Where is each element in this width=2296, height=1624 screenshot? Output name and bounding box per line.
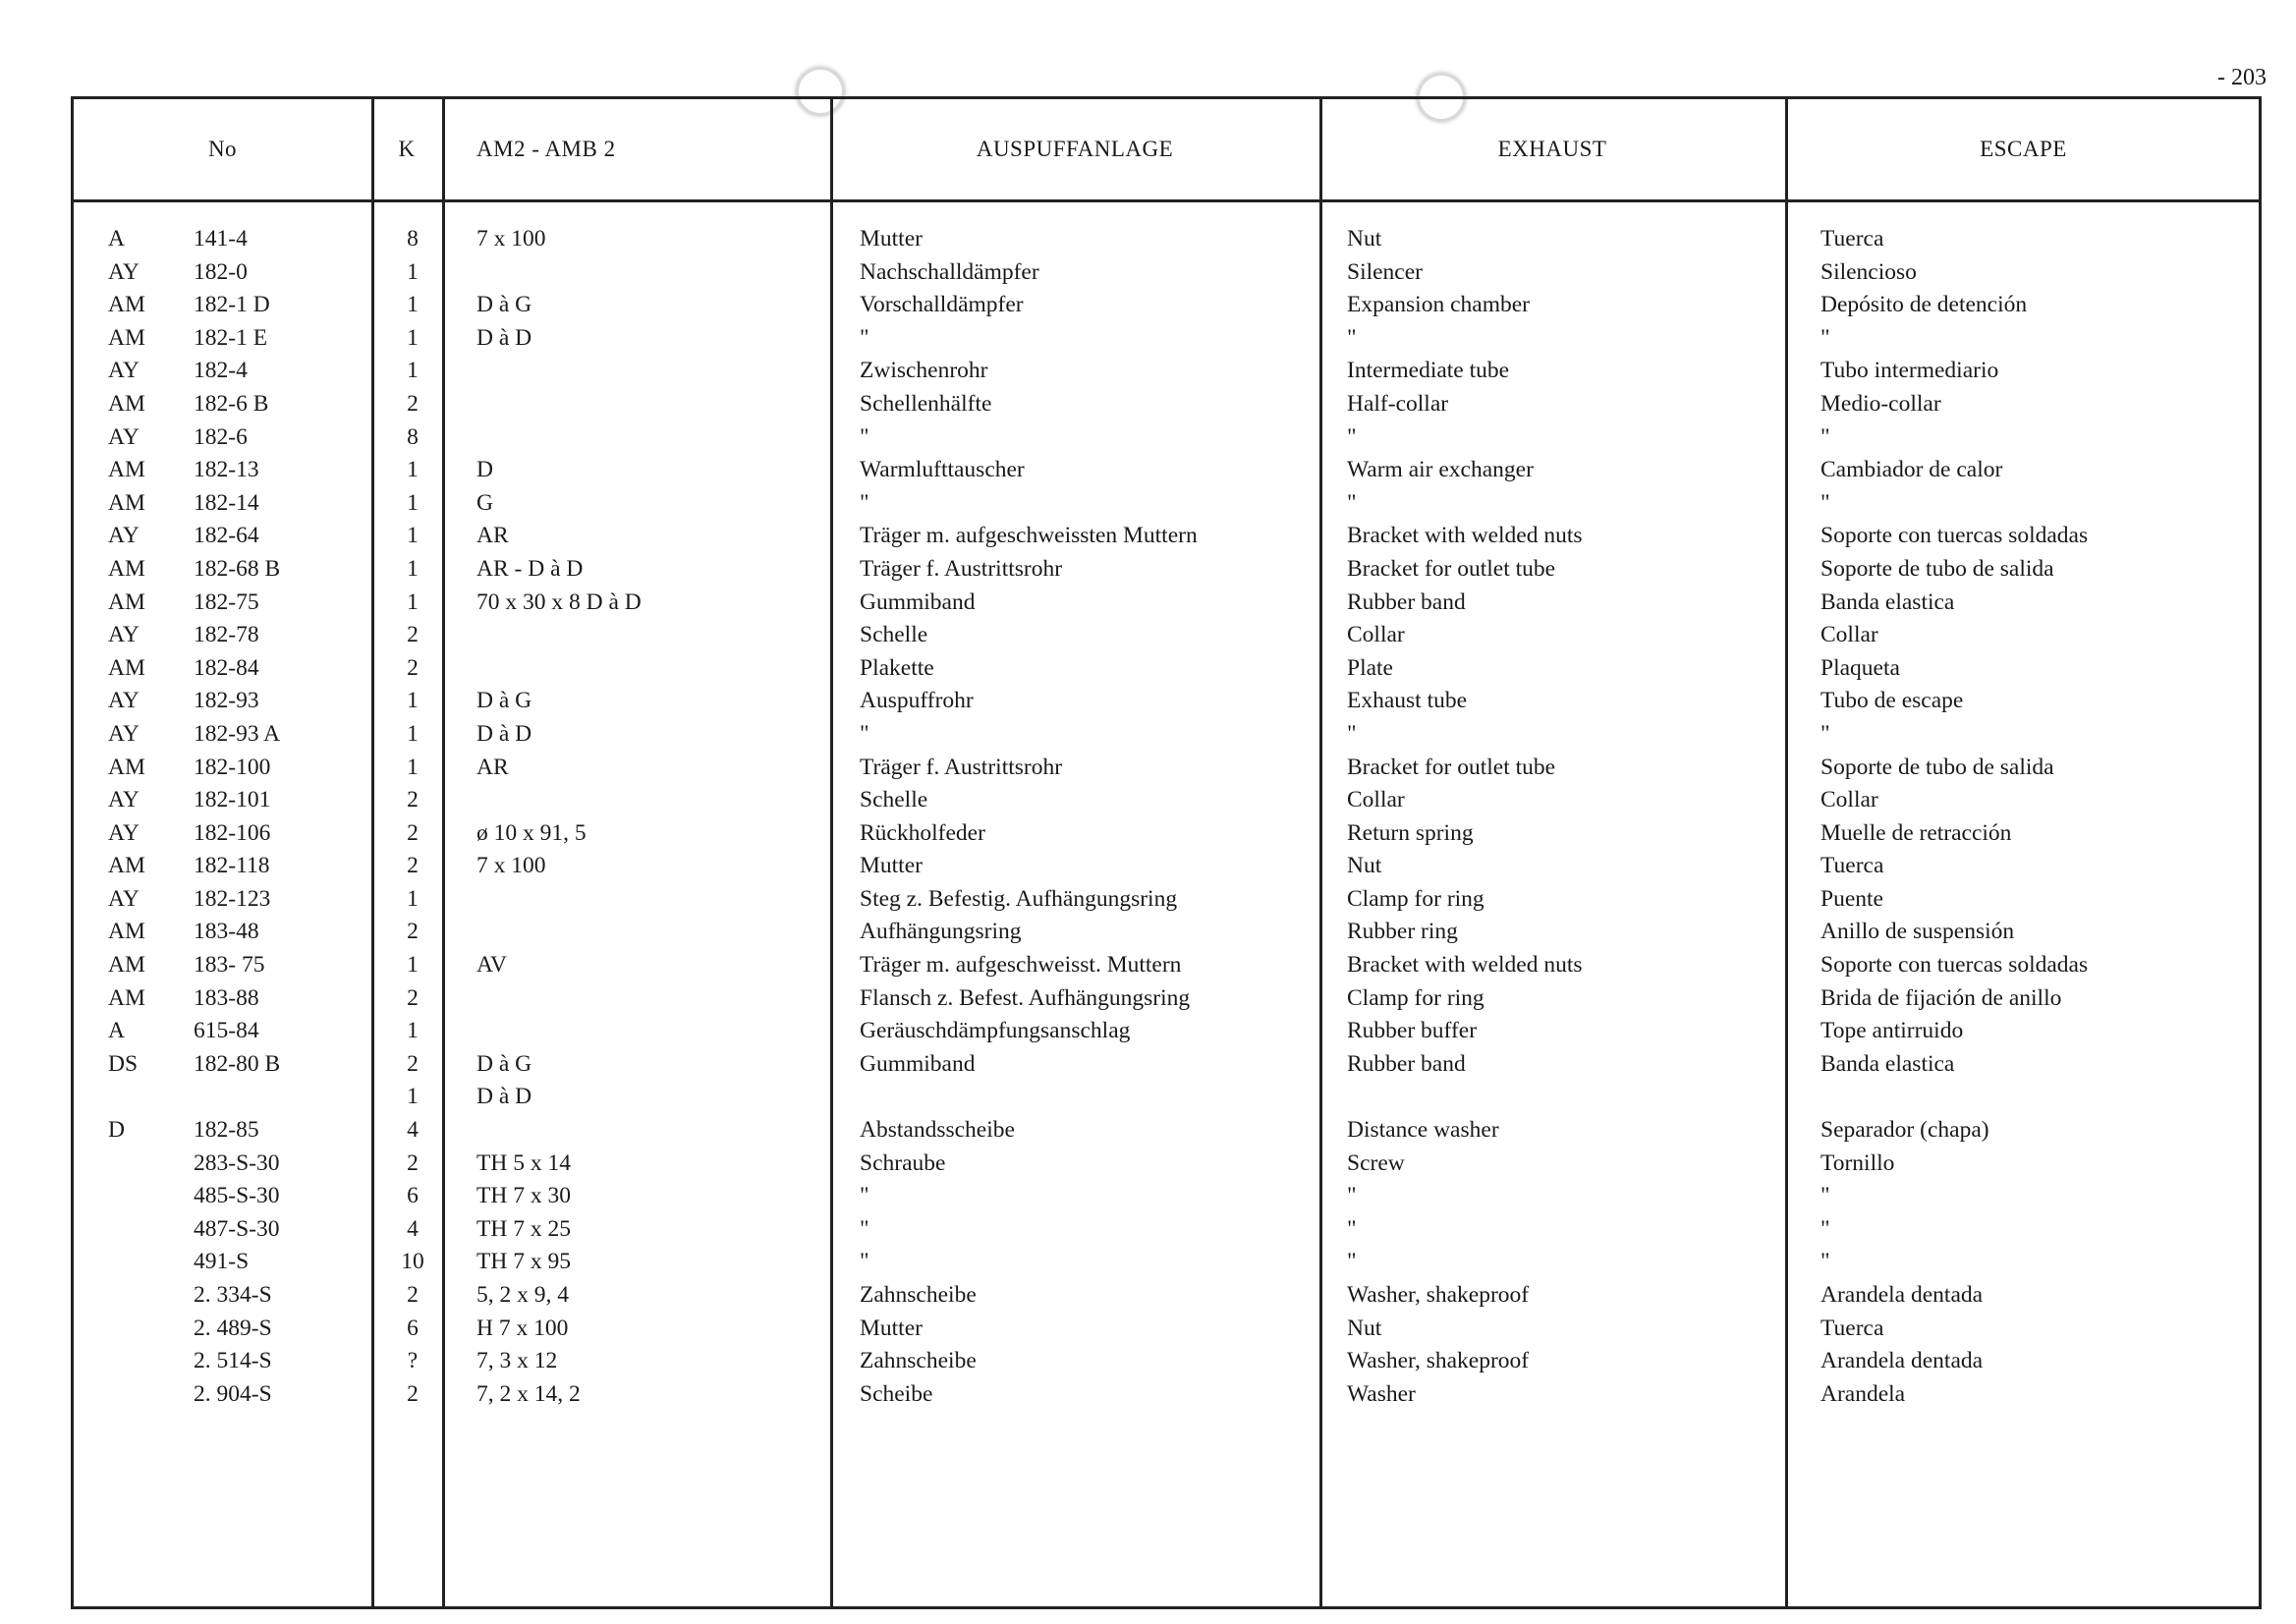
cell-spanish-name: " — [1820, 324, 1830, 351]
table-row — [74, 322, 2259, 356]
cell-prefix: AM — [108, 952, 145, 979]
cell-quantity: 2 — [407, 1380, 419, 1407]
cell-spanish-name: Cambiador de calor — [1820, 457, 2003, 483]
cell-english-name: " — [1347, 1249, 1357, 1275]
cell-quantity: 8 — [407, 423, 419, 450]
cell-quantity: 1 — [407, 754, 419, 780]
cell-part-number: 182-101 — [194, 787, 271, 813]
cell-german-name: " — [860, 1249, 869, 1275]
table-body — [74, 223, 2259, 1411]
cell-german-name: Gummiband — [860, 588, 976, 615]
cell-part-number: 182-75 — [194, 588, 259, 615]
cell-english-name: Washer, shakeproof — [1347, 1348, 1530, 1374]
cell-german-name: " — [860, 1215, 869, 1242]
cell-prefix: AY — [108, 358, 140, 384]
cell-german-name: Schraube — [860, 1149, 946, 1176]
table-row — [74, 1246, 2259, 1279]
cell-german-name: Steg z. Befestig. Aufhängungsring — [860, 885, 1178, 912]
cell-spanish-name: Depósito de detención — [1820, 292, 2028, 318]
table-row — [74, 223, 2259, 256]
cell-model-spec: D à D — [476, 1084, 532, 1110]
header-no: No — [207, 137, 238, 161]
table-row — [74, 520, 2259, 553]
cell-part-number: 487-S-30 — [194, 1215, 280, 1242]
cell-english-name: Rubber buffer — [1347, 1018, 1478, 1044]
table-row — [74, 1180, 2259, 1213]
cell-quantity: 1 — [407, 555, 419, 582]
table-row — [74, 949, 2259, 982]
cell-spanish-name: Arandela dentada — [1820, 1282, 1984, 1308]
cell-spanish-name: Banda elastica — [1820, 1050, 1955, 1077]
cell-model-spec: H 7 x 100 — [476, 1315, 569, 1341]
cell-spanish-name: Tubo de escape — [1820, 688, 1964, 714]
cell-part-number: 2. 904-S — [194, 1380, 272, 1407]
cell-spanish-name: Tope antirruido — [1820, 1018, 1964, 1044]
cell-spanish-name: " — [1820, 1249, 1830, 1275]
cell-model-spec: D à D — [476, 324, 532, 351]
cell-quantity: 4 — [407, 1117, 419, 1144]
cell-german-name: Vorschalldämpfer — [860, 292, 1024, 318]
page-number: - 203 — [2217, 65, 2267, 90]
cell-spanish-name: Anillo de suspensión — [1820, 919, 2015, 945]
cell-quantity: 2 — [407, 654, 419, 681]
cell-part-number: 182-6 — [194, 423, 248, 450]
cell-quantity: 1 — [407, 457, 419, 483]
header-english: EXHAUST — [1497, 137, 1607, 161]
cell-english-name: Collar — [1347, 787, 1405, 813]
cell-prefix: AY — [108, 523, 140, 549]
cell-english-name: Warm air exchanger — [1347, 457, 1534, 483]
cell-model-spec: AR — [476, 523, 509, 549]
cell-spanish-name: Medio-collar — [1820, 390, 1941, 417]
cell-english-name: Nut — [1347, 1315, 1382, 1341]
cell-quantity: 1 — [407, 688, 419, 714]
cell-german-name: " — [860, 1183, 869, 1209]
cell-prefix: AY — [108, 885, 140, 912]
cell-english-name: Bracket for outlet tube — [1347, 754, 1556, 780]
cell-spanish-name: " — [1820, 423, 1830, 450]
cell-part-number: 183- 75 — [194, 952, 265, 979]
cell-english-name: Rubber band — [1347, 1050, 1466, 1077]
cell-prefix: AM — [108, 457, 145, 483]
table-row — [74, 587, 2259, 620]
cell-quantity: 1 — [407, 720, 419, 747]
cell-german-name: Nachschalldämpfer — [860, 258, 1039, 285]
cell-german-name: Schelle — [860, 622, 928, 648]
cell-spanish-name: Soporte de tubo de salida — [1820, 555, 2054, 582]
cell-prefix: AY — [108, 819, 140, 846]
cell-model-spec: 5, 2 x 9, 4 — [476, 1282, 569, 1308]
cell-english-name: Bracket with welded nuts — [1347, 952, 1583, 979]
cell-quantity: 2 — [407, 919, 419, 945]
cell-english-name: Nut — [1347, 226, 1382, 252]
cell-part-number: 182-13 — [194, 457, 259, 483]
cell-model-spec: TH 5 x 14 — [476, 1149, 571, 1176]
cell-english-name: " — [1347, 423, 1357, 450]
cell-spanish-name: Collar — [1820, 622, 1878, 648]
header-spanish: ESCAPE — [1980, 137, 2067, 161]
cell-quantity: 1 — [407, 885, 419, 912]
cell-german-name: Träger f. Austrittsrohr — [860, 754, 1063, 780]
cell-model-spec: D à G — [476, 292, 532, 318]
cell-quantity: 2 — [407, 1050, 419, 1077]
cell-part-number: 182-78 — [194, 622, 259, 648]
cell-part-number: 182-80 B — [194, 1050, 281, 1077]
table-row — [74, 1213, 2259, 1247]
table-row — [74, 752, 2259, 785]
cell-spanish-name: Soporte con tuercas soldadas — [1820, 523, 2089, 549]
cell-quantity: 1 — [407, 952, 419, 979]
cell-german-name: Warmlufttauscher — [860, 457, 1025, 483]
cell-german-name: Schelle — [860, 787, 928, 813]
table-row — [74, 1345, 2259, 1378]
cell-spanish-name: Muelle de retracción — [1820, 819, 2012, 846]
cell-quantity: 2 — [407, 984, 419, 1011]
cell-quantity: 4 — [407, 1215, 419, 1242]
cell-quantity: 1 — [407, 588, 419, 615]
cell-part-number: 485-S-30 — [194, 1183, 280, 1209]
cell-model-spec: 7, 2 x 14, 2 — [476, 1380, 581, 1407]
cell-model-spec: 7, 3 x 12 — [476, 1348, 558, 1374]
cell-quantity: 2 — [407, 819, 419, 846]
cell-german-name: Zwischenrohr — [860, 358, 988, 384]
cell-model-spec: D à G — [476, 1050, 532, 1077]
table-row — [74, 1148, 2259, 1181]
cell-english-name: " — [1347, 1215, 1357, 1242]
cell-english-name: Screw — [1347, 1149, 1405, 1176]
table-row — [74, 1114, 2259, 1148]
table-row — [74, 784, 2259, 817]
cell-english-name: Half-collar — [1347, 390, 1449, 417]
cell-spanish-name: " — [1820, 1183, 1830, 1209]
cell-german-name: " — [860, 489, 869, 516]
table-row — [74, 289, 2259, 322]
cell-german-name: Abstandsscheibe — [860, 1117, 1015, 1144]
table-row — [74, 487, 2259, 521]
cell-german-name: " — [860, 423, 869, 450]
cell-part-number: 182-68 B — [194, 555, 281, 582]
table-row — [74, 718, 2259, 752]
cell-model-spec: TH 7 x 95 — [476, 1249, 571, 1275]
cell-part-number: 182-100 — [194, 754, 271, 780]
cell-spanish-name: Brida de fijación de anillo — [1820, 984, 2062, 1011]
cell-german-name: Schellenhälfte — [860, 390, 992, 417]
table-row — [74, 1081, 2259, 1114]
cell-quantity: 10 — [401, 1249, 424, 1275]
cell-part-number: 182-6 B — [194, 390, 269, 417]
cell-quantity: 8 — [407, 226, 419, 252]
cell-quantity: 6 — [407, 1315, 419, 1341]
cell-spanish-name: Plaqueta — [1820, 654, 1900, 681]
cell-prefix: AY — [108, 622, 140, 648]
cell-part-number: 182-93 — [194, 688, 259, 714]
cell-prefix: A — [108, 1018, 125, 1044]
cell-prefix: AM — [108, 754, 145, 780]
cell-english-name: Plate — [1347, 654, 1393, 681]
cell-part-number: 182-118 — [194, 853, 270, 879]
cell-spanish-name: Soporte con tuercas soldadas — [1820, 952, 2089, 979]
table-row — [74, 454, 2259, 487]
cell-spanish-name: Puente — [1820, 885, 1883, 912]
cell-english-name: Washer — [1347, 1380, 1416, 1407]
table-row — [74, 916, 2259, 949]
cell-english-name: " — [1347, 1183, 1357, 1209]
cell-prefix: AM — [108, 853, 145, 879]
cell-english-name: Bracket with welded nuts — [1347, 523, 1583, 549]
cell-german-name: Mutter — [860, 853, 923, 879]
cell-quantity: 2 — [407, 1149, 419, 1176]
cell-german-name: Mutter — [860, 226, 923, 252]
cell-quantity: ? — [407, 1348, 419, 1374]
cell-quantity: 2 — [407, 853, 419, 879]
cell-english-name: Rubber band — [1347, 588, 1466, 615]
cell-quantity: 1 — [407, 358, 419, 384]
cell-spanish-name: " — [1820, 720, 1830, 747]
cell-model-spec: AR — [476, 754, 509, 780]
cell-part-number: 182-93 A — [194, 720, 281, 747]
table-row — [74, 388, 2259, 421]
table-row — [74, 685, 2259, 718]
header-model: AM2 - AMB 2 — [476, 137, 616, 161]
cell-model-spec: 7 x 100 — [476, 853, 546, 879]
cell-german-name: Scheibe — [860, 1380, 933, 1407]
table-row — [74, 421, 2259, 455]
cell-spanish-name: Separador (chapa) — [1820, 1117, 1989, 1144]
table-row — [74, 883, 2259, 917]
cell-spanish-name: Silencioso — [1820, 258, 1917, 285]
cell-english-name: Rubber ring — [1347, 919, 1458, 945]
cell-part-number: 2. 489-S — [194, 1315, 272, 1341]
cell-spanish-name: Soporte de tubo de salida — [1820, 754, 2054, 780]
cell-german-name: " — [860, 324, 869, 351]
table-row — [74, 1378, 2259, 1412]
cell-model-spec: D à G — [476, 688, 532, 714]
cell-english-name: " — [1347, 720, 1357, 747]
cell-spanish-name: " — [1820, 1215, 1830, 1242]
cell-spanish-name: Collar — [1820, 787, 1878, 813]
cell-german-name: Zahnscheibe — [860, 1348, 977, 1374]
table-row — [74, 1048, 2259, 1082]
cell-german-name: Auspuffrohr — [860, 688, 974, 714]
parts-table — [71, 96, 2262, 1609]
cell-english-name: Clamp for ring — [1347, 885, 1484, 912]
cell-english-name: Distance washer — [1347, 1117, 1499, 1144]
cell-part-number: 182-106 — [194, 819, 271, 846]
table-row — [74, 1015, 2259, 1048]
cell-part-number: 183-88 — [194, 984, 259, 1011]
table-row — [74, 553, 2259, 587]
cell-spanish-name: Tornillo — [1820, 1149, 1895, 1176]
cell-quantity: 2 — [407, 622, 419, 648]
cell-model-spec: TH 7 x 30 — [476, 1183, 571, 1209]
cell-model-spec: TH 7 x 25 — [476, 1215, 571, 1242]
cell-spanish-name: Arandela dentada — [1820, 1348, 1984, 1374]
cell-part-number: 182-84 — [194, 654, 259, 681]
cell-part-number: 2. 514-S — [194, 1348, 272, 1374]
cell-german-name: Träger m. aufgeschweissten Muttern — [860, 523, 1198, 549]
cell-part-number: 182-85 — [194, 1117, 259, 1144]
cell-prefix: AY — [108, 787, 140, 813]
cell-prefix: AM — [108, 588, 145, 615]
cell-german-name: Rückholfeder — [860, 819, 985, 846]
cell-part-number: 182-1 D — [194, 292, 270, 318]
cell-prefix: AM — [108, 489, 145, 516]
cell-prefix: DS — [108, 1050, 139, 1077]
table-row — [74, 619, 2259, 652]
cell-prefix: AM — [108, 984, 145, 1011]
table-row — [74, 652, 2259, 686]
cell-model-spec: D à D — [476, 720, 532, 747]
cell-part-number: 283-S-30 — [194, 1149, 280, 1176]
cell-model-spec: 70 x 30 x 8 D à D — [476, 588, 642, 615]
cell-model-spec: G — [476, 489, 493, 516]
cell-model-spec: AR - D à D — [476, 555, 584, 582]
cell-prefix: D — [108, 1117, 125, 1144]
table-row — [74, 982, 2259, 1016]
cell-english-name: Intermediate tube — [1347, 358, 1510, 384]
cell-quantity: 6 — [407, 1183, 419, 1209]
cell-german-name: " — [860, 720, 869, 747]
cell-spanish-name: Tuerca — [1820, 226, 1884, 252]
table-row — [74, 256, 2259, 290]
cell-prefix: AY — [108, 423, 140, 450]
cell-part-number: 615-84 — [194, 1018, 259, 1044]
cell-english-name: Clamp for ring — [1347, 984, 1484, 1011]
cell-english-name: Washer, shakeproof — [1347, 1282, 1530, 1308]
cell-spanish-name: " — [1820, 489, 1830, 516]
cell-part-number: 491-S — [194, 1249, 250, 1275]
cell-english-name: Return spring — [1347, 819, 1474, 846]
cell-quantity: 1 — [407, 523, 419, 549]
cell-spanish-name: Tuerca — [1820, 853, 1884, 879]
cell-quantity: 2 — [407, 1282, 419, 1308]
cell-english-name: Nut — [1347, 853, 1382, 879]
header-german: AUSPUFFANLAGE — [976, 137, 1174, 161]
cell-german-name: Plakette — [860, 654, 934, 681]
cell-prefix: AY — [108, 258, 140, 285]
table-row — [74, 355, 2259, 388]
cell-quantity: 2 — [407, 390, 419, 417]
table-row — [74, 1313, 2259, 1346]
cell-model-spec: 7 x 100 — [476, 226, 546, 252]
cell-model-spec: D — [476, 457, 493, 483]
table-row — [74, 1279, 2259, 1313]
cell-part-number: 183-48 — [194, 919, 259, 945]
cell-spanish-name: Tuerca — [1820, 1315, 1884, 1341]
cell-english-name: Exhaust tube — [1347, 688, 1468, 714]
table-row — [74, 850, 2259, 883]
table-row — [74, 817, 2259, 851]
cell-quantity: 1 — [407, 292, 419, 318]
cell-prefix: AM — [108, 555, 145, 582]
cell-german-name: Gummiband — [860, 1050, 976, 1077]
cell-model-spec: ø 10 x 91, 5 — [476, 819, 587, 846]
cell-german-name: Mutter — [860, 1315, 923, 1341]
cell-english-name: Silencer — [1347, 258, 1423, 285]
cell-english-name: Expansion chamber — [1347, 292, 1530, 318]
cell-spanish-name: Tubo intermediario — [1820, 358, 1999, 384]
cell-english-name: " — [1347, 489, 1357, 516]
cell-prefix: AM — [108, 919, 145, 945]
cell-part-number: 182-123 — [194, 885, 271, 912]
cell-quantity: 1 — [407, 1084, 419, 1110]
cell-prefix: AY — [108, 720, 140, 747]
cell-quantity: 1 — [407, 324, 419, 351]
cell-part-number: 182-4 — [194, 358, 248, 384]
cell-part-number: 182-1 E — [194, 324, 268, 351]
cell-prefix: AM — [108, 654, 145, 681]
cell-part-number: 182-0 — [194, 258, 248, 285]
header-k: K — [398, 137, 416, 161]
cell-german-name: Aufhängungsring — [860, 919, 1022, 945]
cell-prefix: AM — [108, 292, 145, 318]
cell-prefix: A — [108, 226, 125, 252]
cell-prefix: AM — [108, 390, 145, 417]
cell-quantity: 1 — [407, 489, 419, 516]
cell-german-name: Flansch z. Befest. Aufhängungsring — [860, 984, 1191, 1011]
cell-prefix: AY — [108, 688, 140, 714]
cell-quantity: 1 — [407, 258, 419, 285]
cell-german-name: Zahnscheibe — [860, 1282, 977, 1308]
cell-german-name: Geräuschdämpfungsanschlag — [860, 1018, 1131, 1044]
cell-german-name: Träger f. Austrittsrohr — [860, 555, 1063, 582]
cell-part-number: 182-64 — [194, 523, 259, 549]
cell-quantity: 1 — [407, 1018, 419, 1044]
cell-english-name: " — [1347, 324, 1357, 351]
cell-spanish-name: Arandela — [1820, 1380, 1906, 1407]
cell-german-name: Träger m. aufgeschweisst. Muttern — [860, 952, 1182, 979]
cell-english-name: Bracket for outlet tube — [1347, 555, 1556, 582]
cell-prefix: AM — [108, 324, 145, 351]
cell-spanish-name: Banda elastica — [1820, 588, 1955, 615]
cell-part-number: 182-14 — [194, 489, 259, 516]
header-divider — [74, 199, 2259, 202]
cell-english-name: Collar — [1347, 622, 1405, 648]
cell-part-number: 2. 334-S — [194, 1282, 272, 1308]
cell-part-number: 141-4 — [194, 226, 248, 252]
cell-quantity: 2 — [407, 787, 419, 813]
cell-model-spec: AV — [476, 952, 507, 979]
